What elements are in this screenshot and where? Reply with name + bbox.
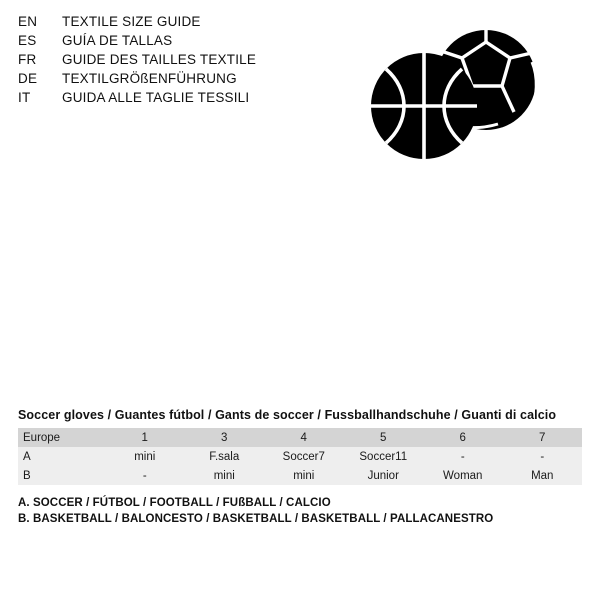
- language-row: [18, 33, 338, 52]
- table-header-cell: Europe: [18, 428, 105, 447]
- language-code: ES: [18, 33, 37, 48]
- language-code: IT: [18, 90, 31, 105]
- table-cell: mini: [185, 466, 265, 485]
- language-label: GUIDA ALLE TAGLIE TESSILI: [62, 90, 250, 105]
- table-header-cell: 3: [185, 428, 265, 447]
- table-cell: -: [423, 447, 503, 466]
- table-title: Soccer gloves / Guantes fútbol / Gants de soccer / Fussballhandschuhe / Guanti di calcio: [18, 408, 557, 422]
- table-row: [18, 447, 582, 466]
- table-header-cell: 7: [503, 428, 583, 447]
- table-header-cell: 5: [344, 428, 424, 447]
- table-legend: [18, 497, 582, 529]
- language-label: GUÍA DE TALLAS: [62, 33, 173, 48]
- table-cell: mini: [105, 447, 185, 466]
- ball-illustration: [358, 28, 558, 168]
- table-row: [18, 466, 582, 485]
- language-label: TEXTILGRÖßENFÜHRUNG: [62, 71, 237, 86]
- table-cell: Woman: [423, 466, 503, 485]
- table-header-cell: 6: [423, 428, 503, 447]
- language-row: [18, 52, 338, 71]
- language-label: TEXTILE SIZE GUIDE: [62, 14, 201, 29]
- language-legend: [18, 14, 338, 109]
- table-row-label: A: [18, 447, 105, 466]
- size-table: [18, 428, 582, 485]
- table-cell: -: [105, 466, 185, 485]
- table-cell: -: [503, 447, 583, 466]
- table-cell: F.sala: [185, 447, 265, 466]
- table-cell: Soccer7: [264, 447, 344, 466]
- language-code: EN: [18, 14, 38, 29]
- language-code: FR: [18, 52, 37, 67]
- language-row: [18, 90, 338, 109]
- table-row-label: B: [18, 466, 105, 485]
- language-row: [18, 71, 338, 90]
- table-cell: Soccer11: [344, 447, 424, 466]
- language-label: GUIDE DES TAILLES TEXTILE: [62, 52, 257, 67]
- language-code: DE: [18, 71, 38, 86]
- legend-line-a: A. SOCCER / FÚTBOL / FOOTBALL / FUßBALL / CALCIO: [18, 497, 331, 509]
- table-header-row: [18, 428, 582, 447]
- legend-line-b: B. BASKETBALL / BALONCESTO / BASKETBALL / BASKETBALL / PALLACANESTRO: [18, 513, 494, 525]
- basketball-icon: [371, 53, 477, 159]
- size-table-section: [18, 408, 582, 529]
- table-header-cell: 1: [105, 428, 185, 447]
- table-cell: Man: [503, 466, 583, 485]
- language-row: [18, 14, 338, 33]
- table-cell: mini: [264, 466, 344, 485]
- table-cell: Junior: [344, 466, 424, 485]
- table-header-cell: 4: [264, 428, 344, 447]
